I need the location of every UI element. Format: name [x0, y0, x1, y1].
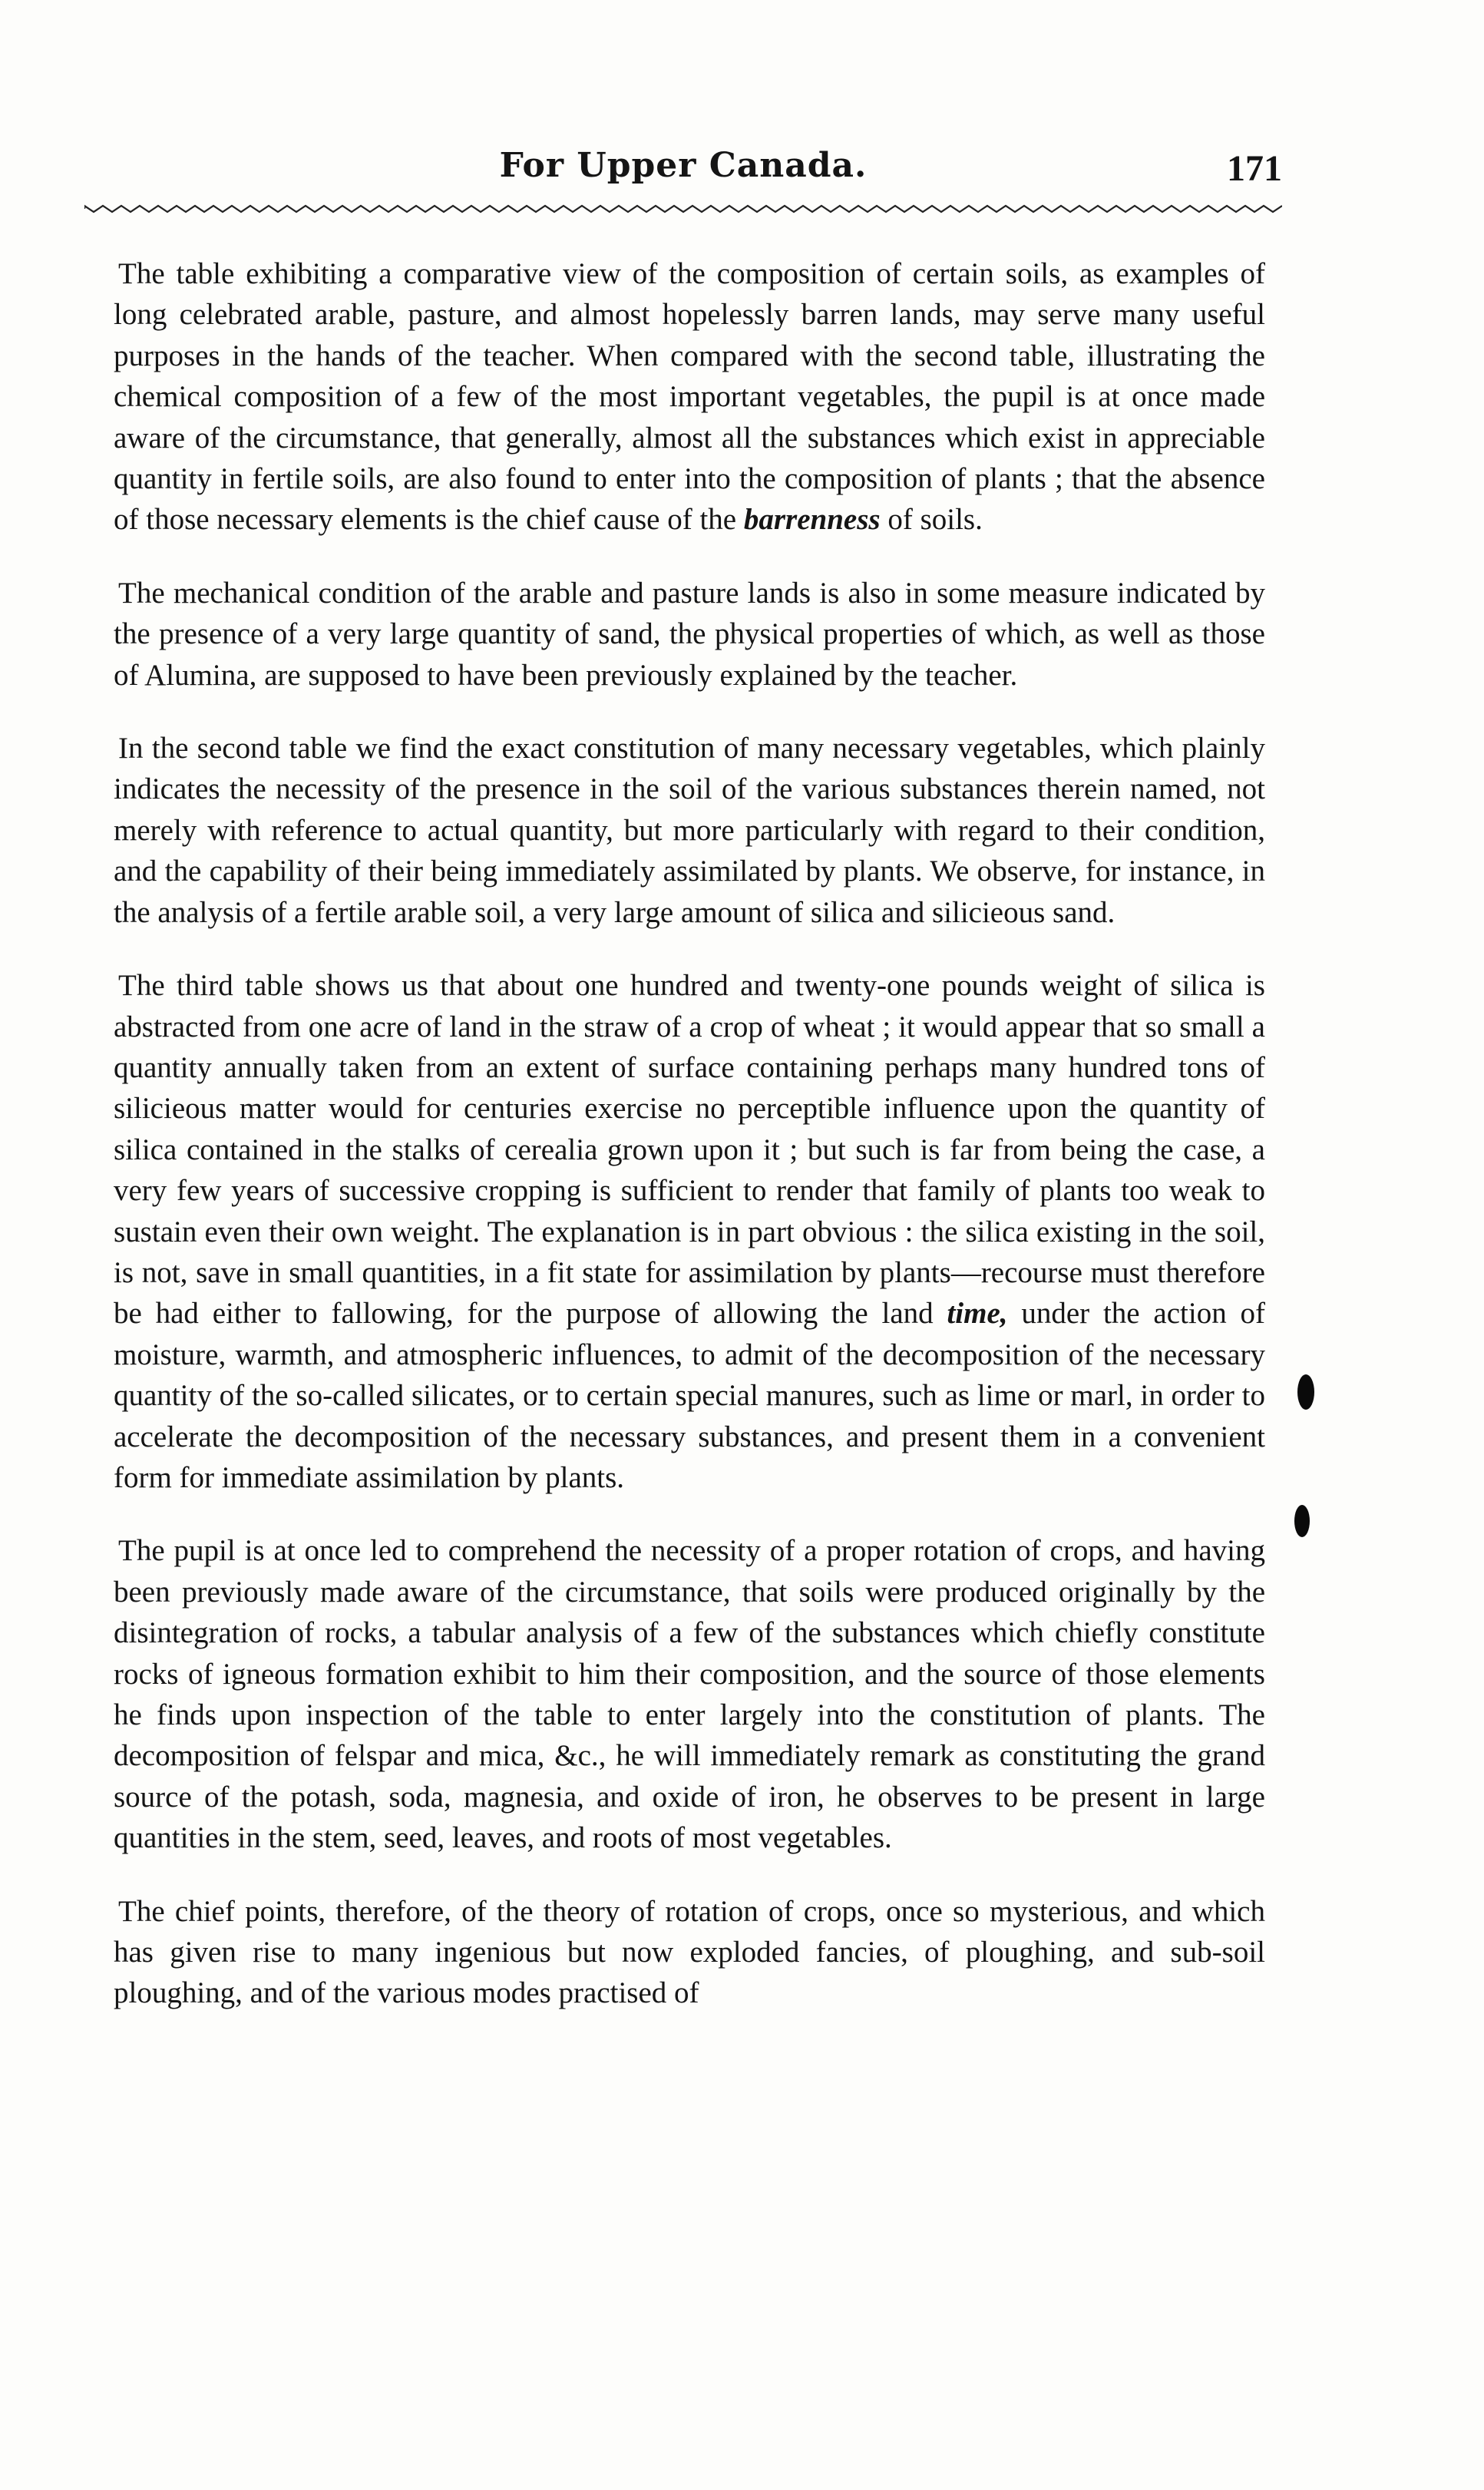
body-text [114, 253, 1265, 2046]
paragraph-4: The third table shows us that about one hundred and twenty-one pounds weight of silica is abstracted from one acre of land in the straw of a crop of wheat ; it would appear that so small a quantity annually taken from an extent of surface containing perhaps many hundred tons of silicieous matter would for centuries exercise no perceptible influence upon the quantity of silica contained in the stalks of cerealia grown upon it ; but such is far from being the case, a very few years of successive cropping is sufficient to render that family of plants too weak to sustain even their own weight. The explanation is in part obvious : the silica existing in the soil, is not, save in small quantities, in a fit state for assimilation by plants—recourse must therefore be had either to fallowing, for the purpose of allowing the land time, under the action of moisture, warmth, and atmospheric influences, to admit of the decomposition of the necessary quantity of the so-called silicates, or to certain special manures, such as lime or marl, in order to accelerate the decomposition of the necessary substances, and present them in a convenient form for immediate assimilation by plants. [114, 969, 1265, 1494]
page-number: 171 [1227, 148, 1282, 189]
italic-word: barrenness [743, 503, 881, 537]
decorative-wavy-rule [84, 201, 1282, 217]
paragraph-2: The mechanical condition of the arable and pasture lands is also in some measure indicated by the presence of a very large quantity of sand, the physical properties of which, as well as those of Alumina, are supposed to have been previously explained by the teacher. [114, 576, 1265, 692]
running-head [84, 138, 1282, 207]
paragraph-5: The pupil is at once led to comprehend the necessity of a proper rotation of crops, and having been previously made aware of the circumstance, that soils were produced originally by the disintegration of rocks, a tabular analysis of a few of the substances which chiefly constitute rocks of igneous formation exhibit to him their composition, and the source of those elements he finds upon inspection of the table to enter largely into the constitution of plants. The decomposition of felspar and mica, &c., he will immediately remark as constituting the grand source of the potash, soda, magnesia, and oxide of iron, he observes to be present in large quantities in the stem, seed, leaves, and roots of most vegetables. [114, 1534, 1265, 1855]
paragraph-1: The table exhibiting a comparative view of the composition of certain soils, as examples of long celebrated arable, pasture, and almost hopelessly barren lands, may serve many useful purposes in the hands of the teacher. When compared with the second table, illustrating the chemical composition of a few of the most important vegetables, the pupil is at once made aware of the circumstance, that generally, almost all the substances which exist in appreciable quantity in fertile soils, are also found to enter into the composition of plants ; that the absence of those necessary elements is the chief cause of the barrenness of soils. [114, 257, 1265, 537]
ink-blot [1297, 1374, 1314, 1410]
ink-blot [1294, 1505, 1310, 1537]
paragraph-3: In the second table we find the exact constitution of many necessary vegetables, which plainly indicates the necessity of the presence in the soil of the various substances therein named, not merely with reference to actual quantity, but more particularly with regard to their condition, and the capability of their being immediately assimilated by plants. We observe, for instance, in the analysis of a fertile arable soil, a very large amount of silica and silicieous sand. [114, 732, 1265, 929]
paragraph-6: The chief points, therefore, of the theory of rotation of crops, once so mysterious, and which has given rise to many ingenious but now exploded fancies, of ploughing, and sub-soil ploughing, and of the various modes practised of [114, 1894, 1265, 2010]
italic-word: time, [947, 1297, 1008, 1331]
running-head-title: For Upper Canada. [499, 146, 868, 185]
